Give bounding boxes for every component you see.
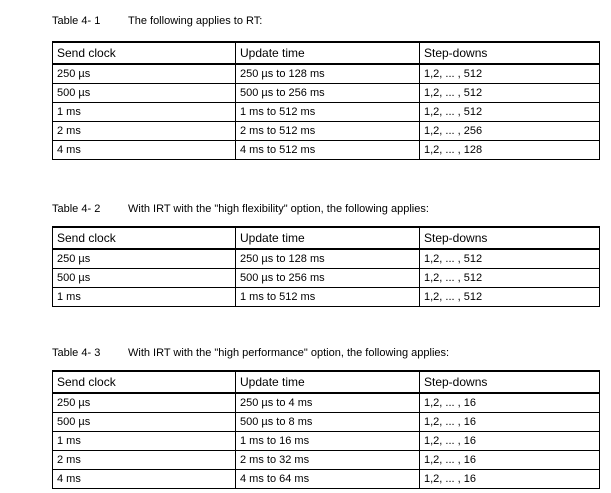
table-cell: 1 ms bbox=[53, 103, 236, 122]
table-row bbox=[53, 470, 600, 489]
column-header: Step-downs bbox=[420, 227, 600, 249]
column-header: Update time bbox=[236, 42, 420, 64]
data-table bbox=[52, 41, 600, 160]
table-cell: 1,2, ... , 16 bbox=[420, 451, 600, 470]
table-cell: 250 µs bbox=[53, 393, 236, 413]
table-cell: 1,2, ... , 512 bbox=[420, 103, 600, 122]
table-header-row bbox=[53, 227, 600, 249]
table-cell: 500 µs to 256 ms bbox=[236, 269, 420, 288]
table-cell: 500 µs to 256 ms bbox=[236, 84, 420, 103]
table-caption bbox=[52, 203, 429, 216]
table-cell: 1 ms to 16 ms bbox=[236, 432, 420, 451]
table-row bbox=[53, 393, 600, 413]
table-cell: 2 ms bbox=[53, 451, 236, 470]
table-cell: 1,2, ... , 512 bbox=[420, 249, 600, 269]
table-cell: 2 ms bbox=[53, 122, 236, 141]
table-row bbox=[53, 64, 600, 84]
table-cell: 1 ms bbox=[53, 288, 236, 307]
table-cell: 1,2, ... , 512 bbox=[420, 288, 600, 307]
table-cell: 1,2, ... , 16 bbox=[420, 413, 600, 432]
table-row bbox=[53, 103, 600, 122]
table-header-row bbox=[53, 371, 600, 393]
table-cell: 500 µs to 8 ms bbox=[236, 413, 420, 432]
table-cell: 250 µs to 128 ms bbox=[236, 64, 420, 84]
table-caption bbox=[52, 15, 262, 28]
data-table bbox=[52, 370, 600, 489]
table-title: With IRT with the "high flexibility" option, the following applies: bbox=[128, 203, 429, 215]
data-table bbox=[52, 226, 600, 307]
table-cell: 4 ms bbox=[53, 470, 236, 489]
table-cell: 4 ms bbox=[53, 141, 236, 160]
table-cell: 1 ms to 512 ms bbox=[236, 103, 420, 122]
table-row bbox=[53, 288, 600, 307]
table-title: With IRT with the "high performance" option, the following applies: bbox=[128, 347, 450, 359]
table-cell: 1,2, ... , 512 bbox=[420, 64, 600, 84]
table-number: Table 4- 3 bbox=[52, 347, 101, 359]
table-row bbox=[53, 451, 600, 470]
column-header: Send clock bbox=[53, 42, 236, 64]
table-row bbox=[53, 413, 600, 432]
table-cell: 500 µs bbox=[53, 413, 236, 432]
table-cell: 2 ms to 32 ms bbox=[236, 451, 420, 470]
table-header-row bbox=[53, 42, 600, 64]
table-cell: 250 µs bbox=[53, 64, 236, 84]
table-row bbox=[53, 432, 600, 451]
table-cell: 4 ms to 64 ms bbox=[236, 470, 420, 489]
table-cell: 1,2, ... , 128 bbox=[420, 141, 600, 160]
table-cell: 4 ms to 512 ms bbox=[236, 141, 420, 160]
table-cell: 250 µs to 4 ms bbox=[236, 393, 420, 413]
table-cell: 500 µs bbox=[53, 269, 236, 288]
table-cell: 1 ms to 512 ms bbox=[236, 288, 420, 307]
table-cell: 1 ms bbox=[53, 432, 236, 451]
column-header: Step-downs bbox=[420, 42, 600, 64]
column-header: Step-downs bbox=[420, 371, 600, 393]
table-number: Table 4- 2 bbox=[52, 203, 101, 215]
table-row bbox=[53, 122, 600, 141]
table-cell: 250 µs bbox=[53, 249, 236, 269]
column-header: Update time bbox=[236, 371, 420, 393]
column-header: Update time bbox=[236, 227, 420, 249]
table-title: The following applies to RT: bbox=[128, 15, 263, 27]
table-row bbox=[53, 84, 600, 103]
table-row bbox=[53, 249, 600, 269]
table-caption bbox=[52, 347, 449, 360]
table-cell: 500 µs bbox=[53, 84, 236, 103]
table-cell: 250 µs to 128 ms bbox=[236, 249, 420, 269]
table-cell: 1,2, ... , 16 bbox=[420, 470, 600, 489]
table-cell: 1,2, ... , 512 bbox=[420, 84, 600, 103]
table-cell: 1,2, ... , 512 bbox=[420, 269, 600, 288]
table-number: Table 4- 1 bbox=[52, 15, 101, 27]
table-cell: 2 ms to 512 ms bbox=[236, 122, 420, 141]
column-header: Send clock bbox=[53, 371, 236, 393]
table-cell: 1,2, ... , 16 bbox=[420, 393, 600, 413]
table-cell: 1,2, ... , 16 bbox=[420, 432, 600, 451]
table-row bbox=[53, 141, 600, 160]
table-row bbox=[53, 269, 600, 288]
table-cell: 1,2, ... , 256 bbox=[420, 122, 600, 141]
column-header: Send clock bbox=[53, 227, 236, 249]
